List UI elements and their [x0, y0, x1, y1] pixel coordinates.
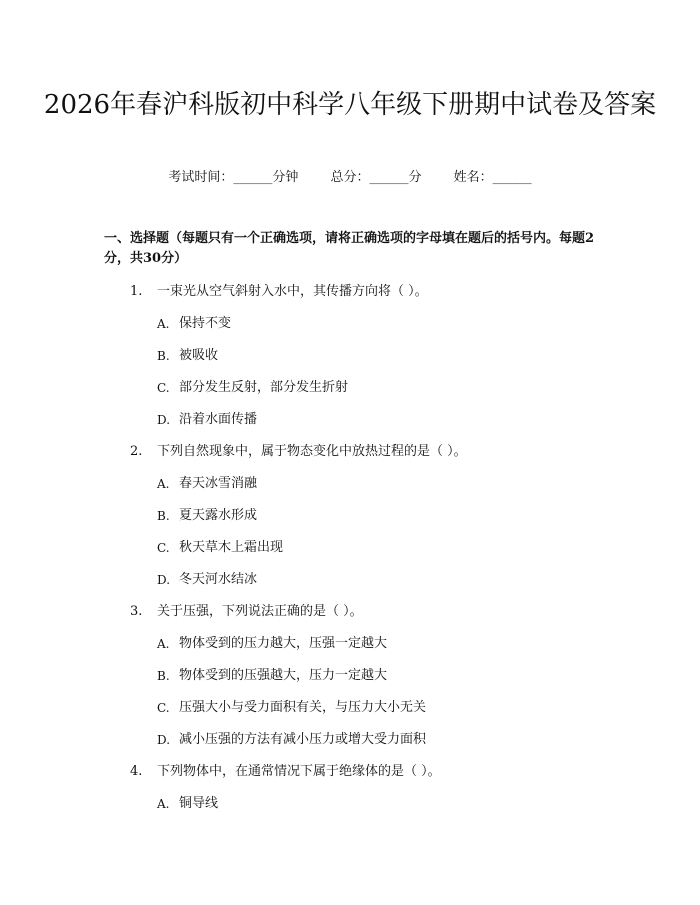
option-text: 春天冰雪消融 — [179, 476, 258, 491]
option-text: 秋天草木上霜出现 — [179, 540, 284, 555]
question-3-option-a — [0, 634, 700, 666]
question-2-option-a — [0, 474, 700, 506]
option-letter: B. — [157, 669, 170, 683]
option-letter: B. — [157, 509, 170, 523]
question-3-option-b — [0, 666, 700, 698]
question-3-option-c — [0, 698, 700, 730]
option-letter: D. — [157, 733, 171, 747]
question-stem: 关于压强，下列说法正确的是（ ）。 — [157, 604, 363, 619]
exam-score-field: 总分：______分 — [330, 170, 422, 185]
option-letter: A. — [157, 797, 170, 811]
option-letter: B. — [157, 349, 170, 363]
option-letter: C. — [157, 381, 170, 395]
question-1-option-b — [0, 346, 700, 378]
question-1-option-d — [0, 410, 700, 442]
option-text: 铜导线 — [179, 796, 219, 811]
question-2 — [0, 442, 700, 474]
option-letter: A. — [157, 477, 170, 491]
option-text: 减小压强的方法有减小压力或增大受力面积 — [179, 732, 427, 747]
question-2-option-b — [0, 506, 700, 538]
question-stem: 一束光从空气斜射入水中，其传播方向将（ ）。 — [157, 284, 428, 299]
title-text: 2026年春沪科版初中科学八年级下册期中试卷及答案 — [43, 90, 657, 120]
question-1-option-a — [0, 314, 700, 346]
question-1-option-c — [0, 378, 700, 410]
option-text: 保持不变 — [179, 316, 232, 331]
exam-time-field: 考试时间：______分钟 — [168, 170, 299, 185]
option-letter: D. — [157, 413, 171, 427]
question-number: 1. — [130, 284, 143, 299]
option-text: 冬天河水结冰 — [179, 572, 258, 587]
option-text: 沿着水面传播 — [179, 412, 258, 427]
section-header-multiple-choice: 一、选择题（每题只有一个正确选项，请将正确选项的字母填在题后的括号内。每题2分，共30分） — [104, 231, 595, 266]
question-4-option-a — [0, 794, 700, 826]
question-4 — [0, 762, 700, 794]
option-text: 物体受到的压力越大，压强一定越大 — [179, 636, 388, 651]
question-1 — [0, 282, 700, 314]
question-stem: 下列自然现象中，属于物态变化中放热过程的是（ ）。 — [157, 444, 467, 459]
question-3-option-d — [0, 730, 700, 762]
option-letter: C. — [157, 541, 170, 555]
option-text: 物体受到的压强越大，压力一定越大 — [179, 668, 388, 683]
option-text: 夏天露水形成 — [179, 508, 258, 523]
exam-info-line — [0, 168, 700, 188]
question-list — [0, 282, 700, 826]
question-2-option-c — [0, 538, 700, 570]
question-number: 3. — [130, 604, 143, 619]
student-name-field: 姓名：______ — [453, 170, 532, 185]
option-letter: A. — [157, 317, 170, 331]
option-letter: C. — [157, 701, 170, 715]
question-2-option-d — [0, 570, 700, 602]
option-text: 被吸收 — [179, 348, 219, 363]
option-text: 部分发生反射，部分发生折射 — [179, 380, 349, 395]
question-3 — [0, 602, 700, 634]
page-title — [0, 85, 700, 125]
question-stem: 下列物体中，在通常情况下属于绝缘体的是（ ）。 — [157, 764, 441, 779]
option-letter: D. — [157, 573, 171, 587]
question-number: 2. — [130, 444, 143, 459]
option-text: 压强大小与受力面积有关，与压力大小无关 — [179, 700, 427, 715]
option-letter: A. — [157, 637, 170, 651]
question-number: 4. — [130, 764, 143, 779]
